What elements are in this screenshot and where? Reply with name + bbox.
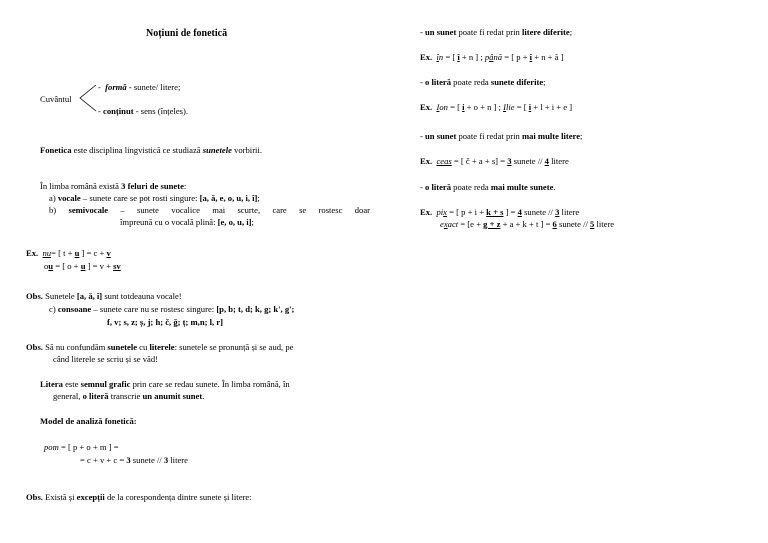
obs-exceptii: Obs. Există și excepții de la corespondența dintre sunete și litere: <box>26 492 252 502</box>
example-nu: Ex. nu= [ t + u ] = c + v <box>26 248 111 258</box>
consoane-line-2: f, v; s, z; ș, j; h; č, ğ; ț; m,n; l, r] <box>107 317 223 327</box>
obs-sunete-litere: Obs. Să nu confundăm sunetele cu literele: sunetele se pronunță și se aud, pe <box>26 342 294 352</box>
cuvantul-label: Cuvântul <box>40 94 72 104</box>
example-3: Ex. ceas = [ č + a + s] = 3 sunete // 4 litere <box>420 156 569 166</box>
rule-2: - o literă poate reda sunete diferite; <box>420 77 546 87</box>
example-4: Ex. pix = [ p + i + k + s ] = 4 sunete // 3 litere <box>420 207 580 217</box>
vocale-line: a) vocale – sunete care se pot rosti singure: [a, ă, e, o, u, i, î]; <box>49 193 260 203</box>
model-line-2: = c + v + c = 3 sunete // 3 litere <box>80 455 188 465</box>
intro-line: În limba română există 3 feluri de sunete: <box>40 181 187 191</box>
obs-vocale: Obs. Sunetele [a, ă, î] sunt totdeauna vocale! <box>26 291 182 301</box>
example-1: Ex. în = [ î + n ] ; până = [ p + î + n + ă ] <box>420 52 564 62</box>
brace-icon <box>78 82 98 114</box>
continut-line: - conținut - sens (înțeles). <box>98 106 189 116</box>
example-5: exact = [e + g + z + a + k + t ] = 6 sunete // 5 litere <box>440 219 615 229</box>
forma-line: - formă - sunete/ litere; <box>98 82 181 92</box>
rule-1: - un sunet poate fi redat prin litere diferite; <box>420 27 573 37</box>
example-ou: ou = [ o + u ] = v + sv <box>44 261 121 271</box>
rule-3: - un sunet poate fi redat prin mai multe litere; <box>420 131 583 141</box>
semivocale-line: b) semivocale – sunete vocalice mai scurte, care se rostesc doar <box>49 205 370 215</box>
consoane-line: c) consoane – sunete care nu se rostesc singure: [p, b; t, d; k, g; k', g'; <box>49 304 295 314</box>
litera-definition: Litera este semnul grafic prin care se redau sunete. În limba română, în <box>40 379 290 389</box>
rule-4: - o literă poate reda mai multe sunete. <box>420 182 556 192</box>
model-line-1: pom = [ p + o + m ] = <box>44 442 119 452</box>
semivocale-line-2: împreună cu o vocală plină: [e, o, u, i]; <box>120 217 254 227</box>
page-title: Noțiuni de fonetică <box>146 28 228 39</box>
obs-sunete-litere-2: când literele se scriu și se văd! <box>53 354 158 364</box>
litera-definition-2: general, o literă transcrie un anumit sunet. <box>53 391 205 401</box>
example-2: Ex. Ion = [ i + o + n ] ; Ilie = [ i + l + i + e ] <box>420 102 573 112</box>
fonetica-definition: Fonetica este disciplina lingvistică ce studiază sunetele vorbirii. <box>40 145 262 155</box>
model-title: Model de analiză fonetică: <box>40 416 137 426</box>
